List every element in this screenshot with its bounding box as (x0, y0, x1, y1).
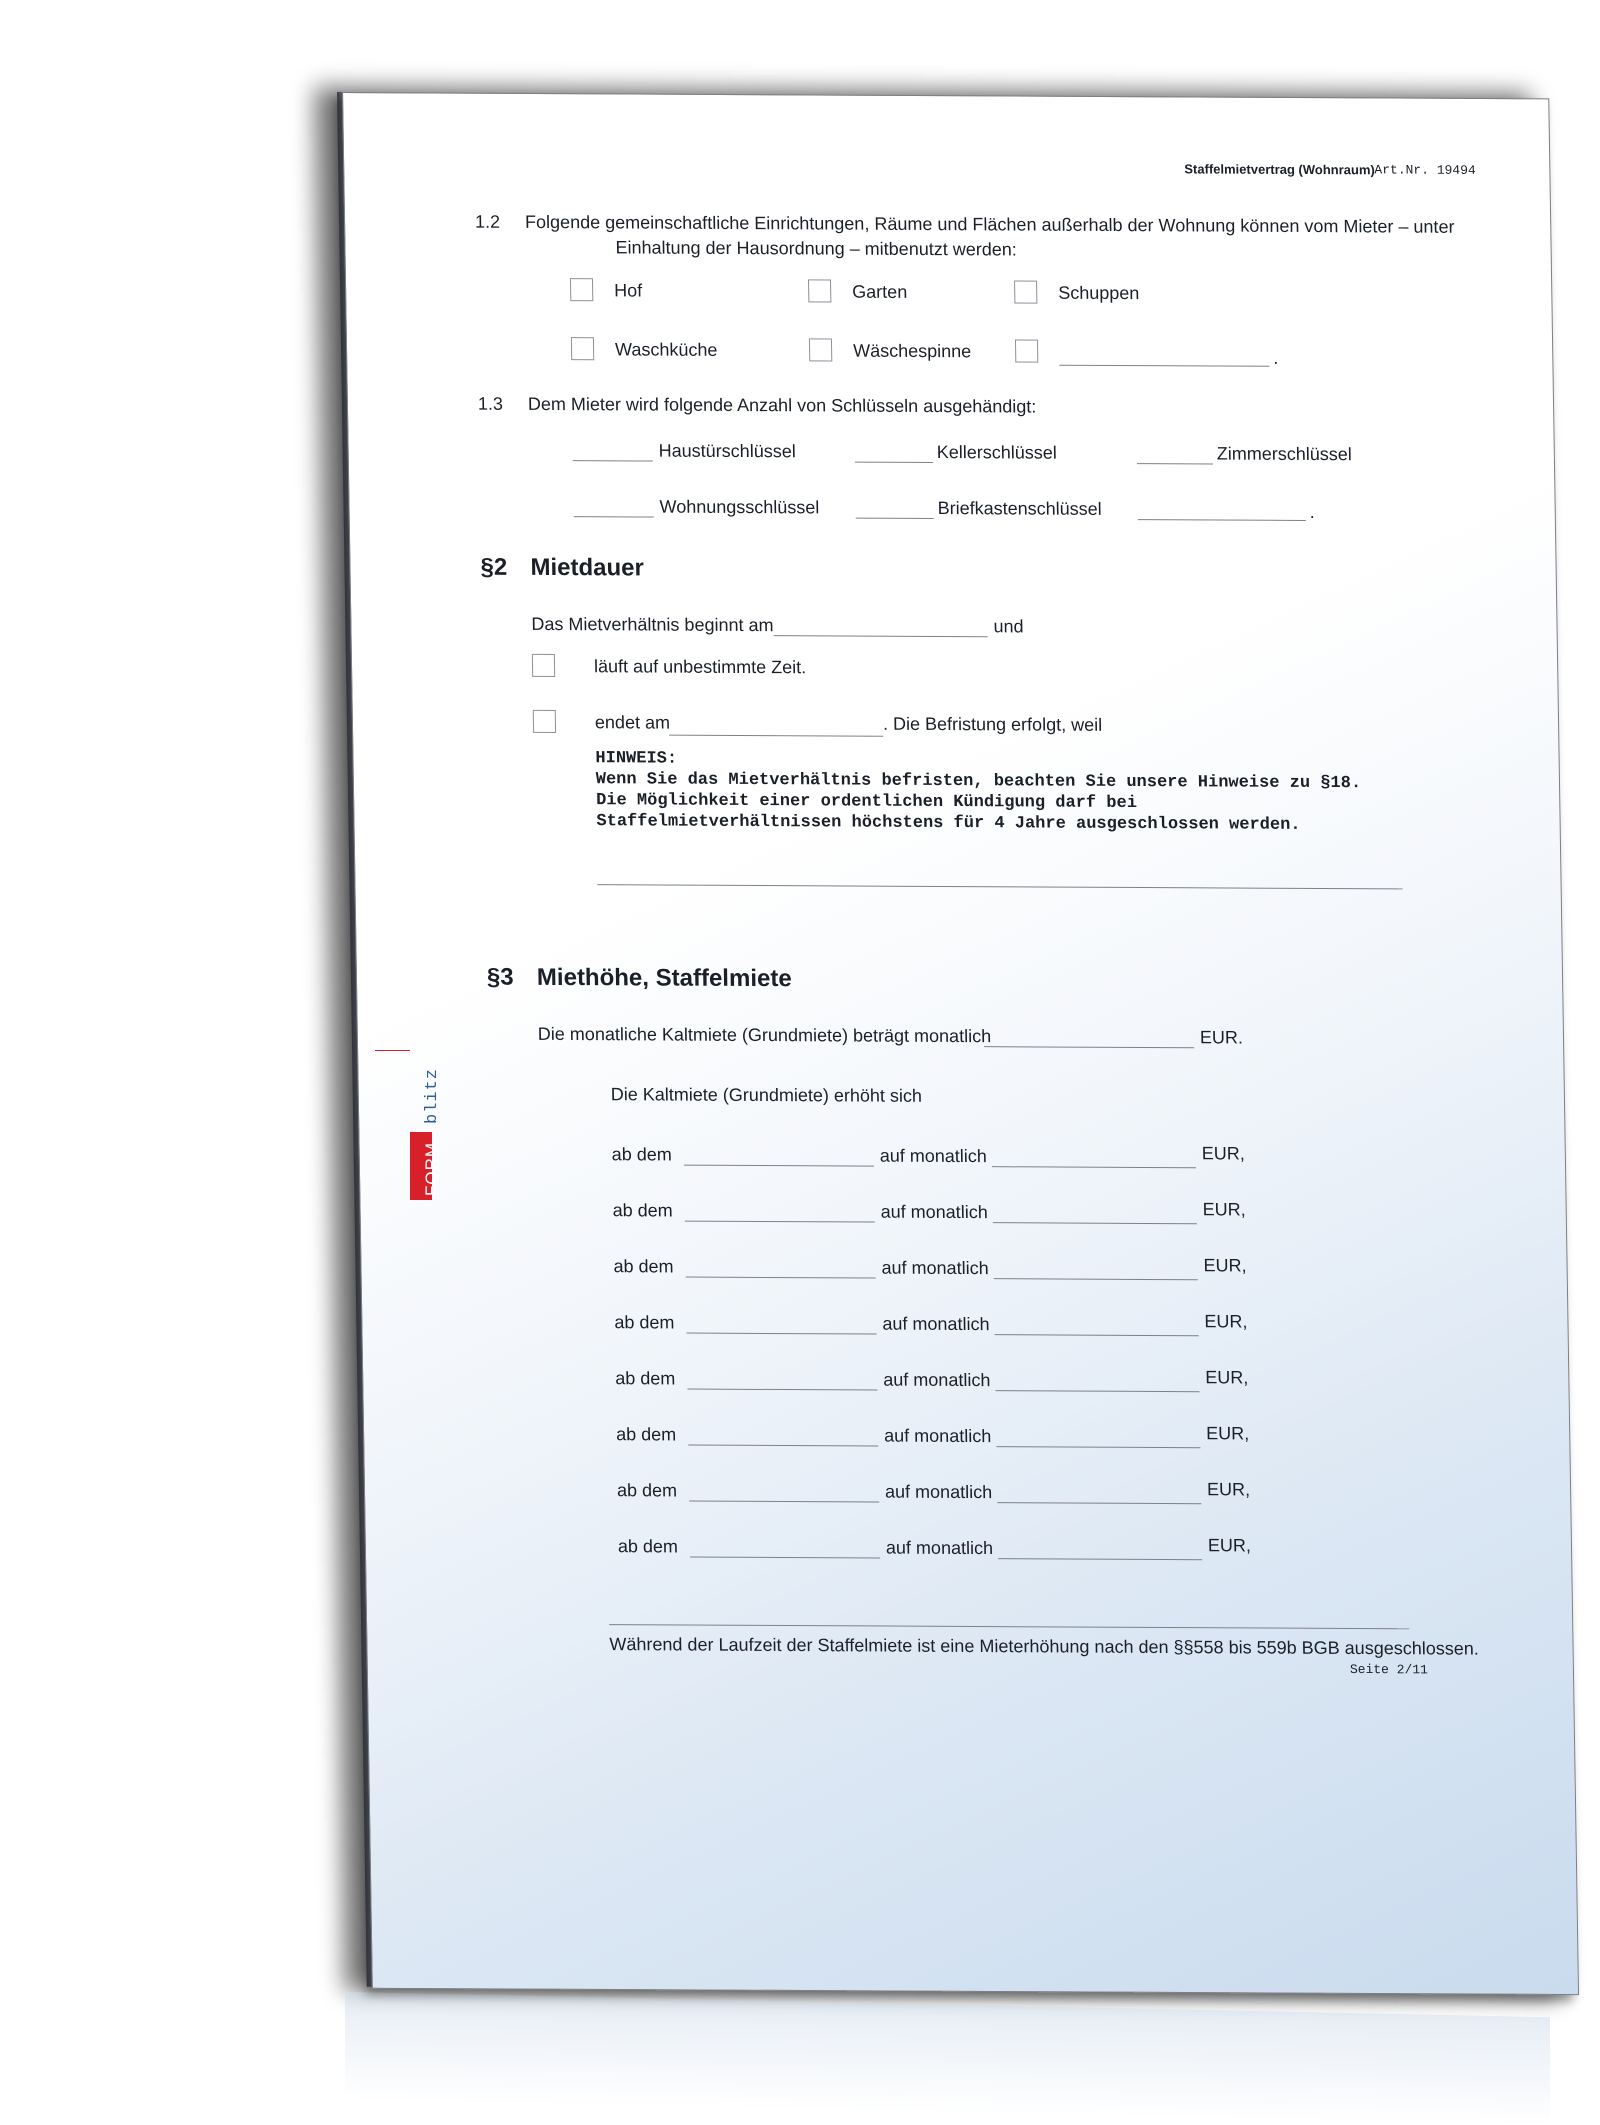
row-amount-field[interactable] (995, 1390, 1199, 1392)
label-briefkastenschluessel: Briefkastenschlüssel (937, 498, 1102, 519)
row-date-field[interactable] (685, 1221, 875, 1223)
section-3-number: §3 (486, 963, 514, 991)
row-date-field[interactable] (687, 1333, 877, 1335)
section-2-number: §2 (480, 553, 508, 581)
logo-accent-line (375, 1050, 410, 1051)
base-rent-label: Die monatliche Kaltmiete (Grundmiete) beträgt monatlich (537, 1023, 992, 1047)
other-key-dot: . (1309, 501, 1315, 523)
label-zimmerschluessel: Zimmerschlüssel (1216, 443, 1353, 465)
row-amount-field[interactable] (996, 1446, 1200, 1448)
logo-part-blitz: blitz (422, 1067, 442, 1124)
label-garten: Garten (852, 281, 908, 302)
row-unit: EUR, (1201, 1143, 1245, 1164)
label-wohnungsschluessel: Wohnungsschlüssel (659, 496, 820, 518)
header-art-nr: Art.Nr. 19494 (1374, 162, 1476, 178)
row-from-label: ab dem (614, 1312, 675, 1333)
logo-part-form: FORM (422, 1141, 441, 1196)
row-amount-field[interactable] (995, 1334, 1199, 1336)
row-unit: EUR, (1207, 1535, 1252, 1556)
row-amount-field[interactable] (997, 1502, 1201, 1504)
checkbox-garten[interactable] (808, 279, 831, 302)
row-amount-field[interactable] (998, 1558, 1202, 1560)
row-monthly-label: auf monatlich (883, 1369, 991, 1391)
row-unit: EUR, (1205, 1367, 1249, 1388)
field-other-key[interactable] (1138, 519, 1306, 521)
checkbox-schuppen[interactable] (1014, 280, 1037, 303)
section-1-3-text: Dem Mieter wird folgende Anzahl von Schlüsseln ausgehändigt: (527, 393, 1037, 417)
other-facility-field[interactable] (1059, 365, 1269, 367)
lease-begin-and: und (993, 616, 1024, 637)
row-from-label: ab dem (617, 1536, 679, 1557)
hint-title: HINWEIS: (595, 749, 678, 769)
row-unit: EUR, (1206, 1423, 1250, 1444)
row-monthly-label: auf monatlich (884, 1481, 993, 1503)
document-page (342, 92, 1579, 1995)
label-waeschespinne: Wäschespinne (852, 340, 972, 362)
checkbox-other-facility[interactable] (1015, 339, 1038, 362)
logo-wordmark (421, 1068, 443, 1200)
row-monthly-label: auf monatlich (880, 1201, 988, 1223)
row-unit: EUR, (1206, 1479, 1251, 1500)
row-from-label: ab dem (615, 1368, 676, 1389)
lease-end-date-field[interactable] (669, 735, 883, 737)
fixed-term-reason-label: . Die Befristung erfolgt, weil (882, 713, 1103, 735)
row-amount-field[interactable] (992, 1166, 1196, 1168)
header-title: Staffelmietvertrag (Wohnraum) (1184, 161, 1375, 178)
row-from-label: ab dem (616, 1480, 678, 1501)
field-haustuerschluessel-count[interactable] (573, 460, 653, 461)
row-from-label: ab dem (613, 1256, 674, 1277)
label-hof: Hof (613, 280, 643, 301)
checkbox-waeschespinne[interactable] (809, 338, 832, 361)
base-rent-field[interactable] (984, 1046, 1194, 1048)
label-fixed-term: endet am (594, 712, 671, 733)
row-unit: EUR, (1204, 1311, 1248, 1332)
hint-line-2: Die Möglichkeit einer ordentlichen Kündigung darf bei (596, 791, 1138, 814)
row-date-field[interactable] (690, 1557, 880, 1559)
increase-label: Die Kaltmiete (Grundmiete) erhöht sich (610, 1084, 923, 1106)
row-date-field[interactable] (688, 1445, 878, 1447)
fixed-term-reason-field[interactable] (597, 884, 1402, 889)
formblitz-logo (410, 1050, 440, 1200)
label-waschkueche: Waschküche (614, 339, 718, 360)
row-amount-field[interactable] (993, 1222, 1197, 1224)
lease-begin-date-field[interactable] (774, 635, 988, 637)
section-1-2-number: 1.2 (474, 211, 501, 232)
row-unit: EUR, (1202, 1199, 1246, 1220)
section-2-title: Mietdauer (530, 553, 645, 582)
checkbox-hof[interactable] (570, 278, 593, 301)
row-date-field[interactable] (689, 1501, 879, 1503)
sheet-reflection (345, 1992, 1550, 2125)
row-unit: EUR, (1203, 1255, 1247, 1276)
section-1-3-number: 1.3 (477, 393, 504, 414)
row-date-field[interactable] (684, 1165, 874, 1167)
field-wohnungsschluessel-count[interactable] (574, 516, 654, 517)
row-monthly-label: auf monatlich (881, 1257, 989, 1279)
row-monthly-label: auf monatlich (885, 1537, 994, 1559)
field-briefkastenschluessel-count[interactable] (856, 518, 934, 519)
closing-statement: Während der Laufzeit der Staffelmiete ist eine Mieterhöhung nach den §§558 bis 559b BGB ausgeschlossen. (609, 1634, 1479, 1659)
closing-separator (609, 1624, 1409, 1629)
page-number: Seite 2/11 (1349, 1661, 1429, 1678)
row-monthly-label: auf monatlich (879, 1145, 988, 1167)
checkbox-fixed-term[interactable] (533, 710, 556, 733)
label-kellerschluessel: Kellerschlüssel (936, 442, 1057, 463)
row-date-field[interactable] (687, 1389, 877, 1391)
base-rent-unit: EUR. (1199, 1027, 1244, 1048)
row-date-field[interactable] (686, 1277, 876, 1279)
section-1-2-text-line1: Folgende gemeinschaftliche Einrichtungen, Räume und Flächen außerhalb der Wohnung können vom Mieter – unter (524, 211, 1455, 237)
section-1-2-text-line2: Einhaltung der Hausordnung – mitbenutzt werden: (615, 237, 1017, 260)
row-monthly-label: auf monatlich (884, 1425, 992, 1447)
row-monthly-label: auf monatlich (882, 1313, 990, 1335)
label-schuppen: Schuppen (1058, 282, 1140, 304)
label-unlimited-term: läuft auf unbestimmte Zeit. (593, 656, 807, 678)
row-amount-field[interactable] (994, 1278, 1198, 1280)
label-haustuerschluessel: Haustürschlüssel (658, 440, 796, 462)
field-zimmerschluessel-count[interactable] (1137, 463, 1213, 464)
other-facility-dot: . (1273, 347, 1279, 368)
row-from-label: ab dem (612, 1200, 673, 1221)
hint-line-3: Staffelmietverhältnissen höchstens für 4 Jahre ausgeschlossen werden. (596, 812, 1301, 835)
lease-begin-label: Das Mietverhältnis beginnt am (531, 613, 774, 636)
checkbox-unlimited-term[interactable] (532, 654, 555, 677)
row-from-label: ab dem (615, 1424, 677, 1445)
hint-line-1: Wenn Sie das Mietverhältnis befristen, beachten Sie unsere Hinweise zu §18. (595, 770, 1362, 794)
section-3-title: Miethöhe, Staffelmiete (536, 963, 792, 993)
row-from-label: ab dem (611, 1144, 672, 1165)
checkbox-waschkueche[interactable] (571, 337, 594, 360)
field-kellerschluessel-count[interactable] (855, 462, 933, 463)
